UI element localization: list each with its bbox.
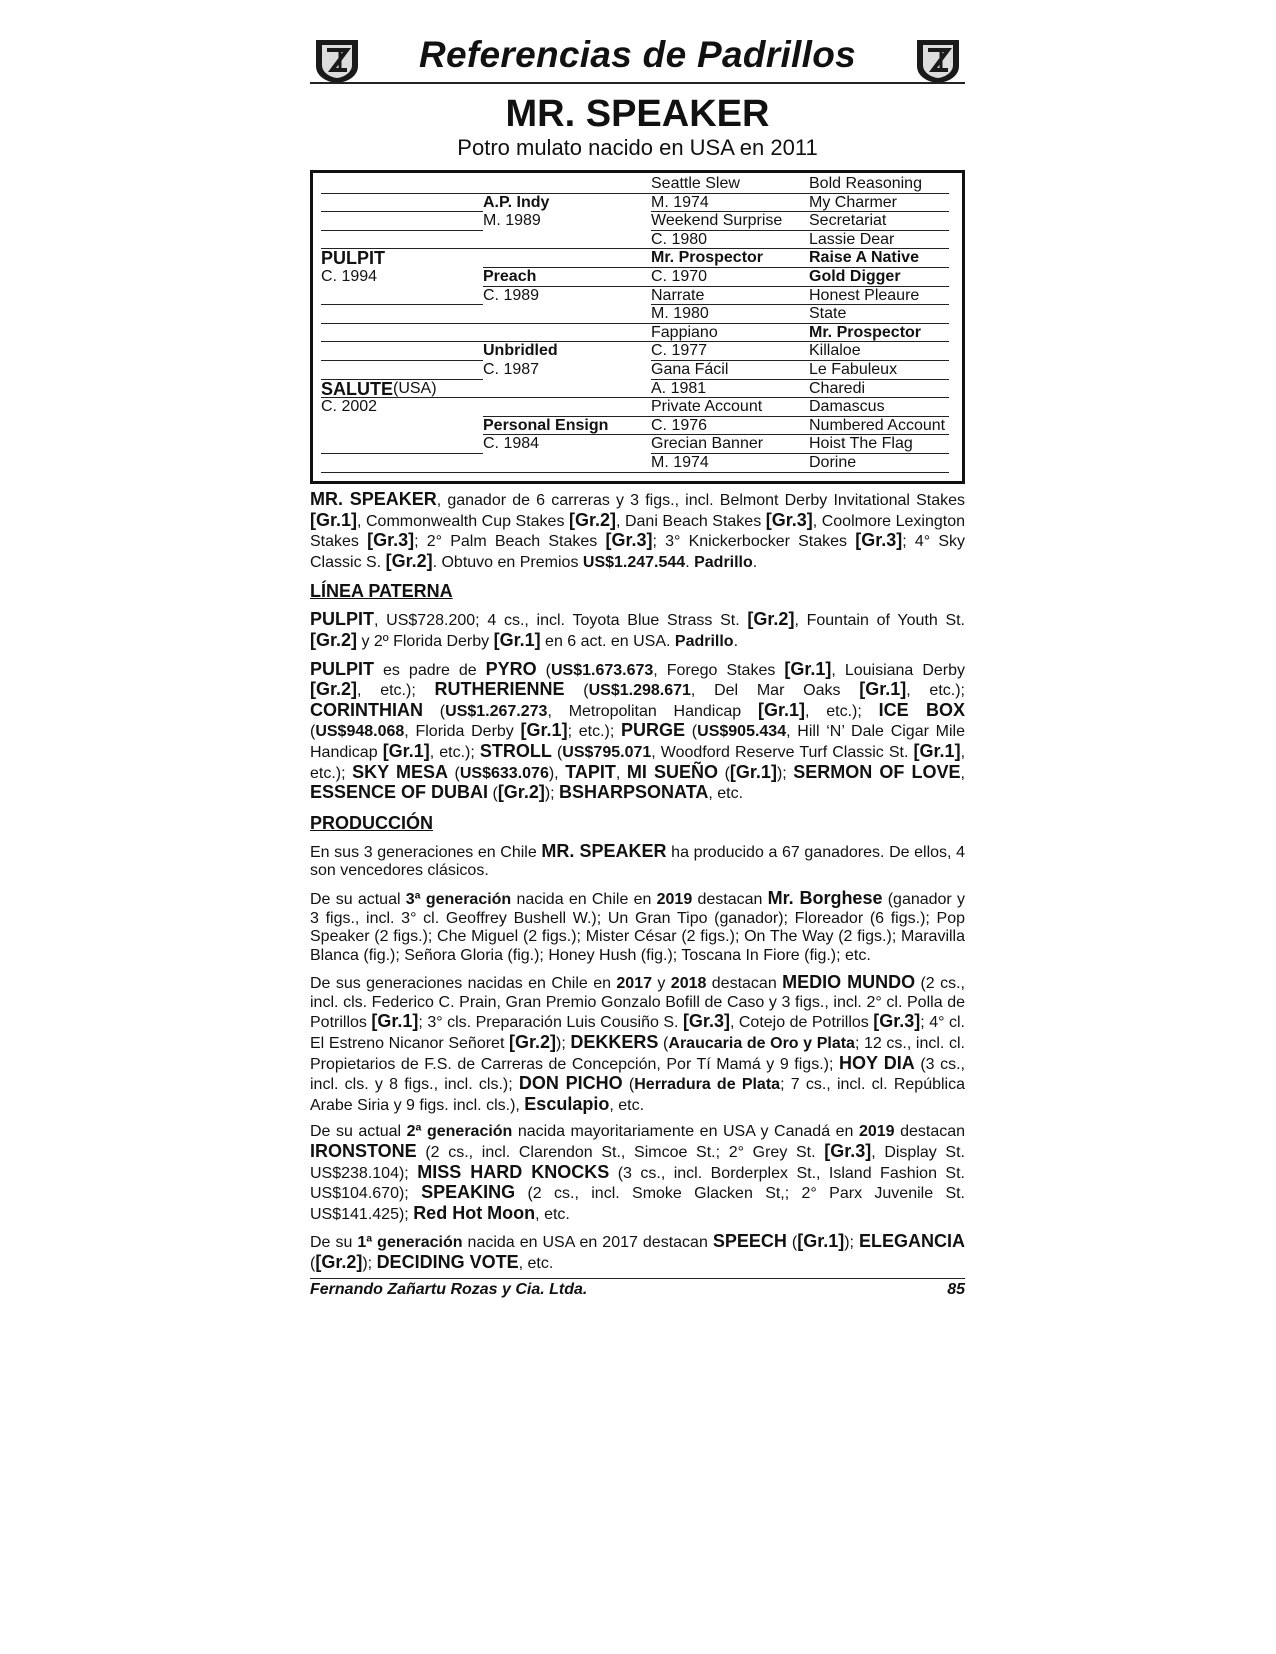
text-run: De su	[310, 1234, 358, 1252]
produccion-paragraph-5	[310, 1232, 965, 1273]
text-run: , US$728.200; 4 cs., incl. Toyota Blue Strass St.	[374, 612, 748, 630]
pedigree-cell: Private Account	[651, 398, 763, 416]
text-run: , etc.	[708, 785, 744, 803]
linea-paragraph-1	[310, 610, 965, 651]
text-run: , Dani Beach Stakes	[616, 512, 766, 530]
grade-badge: [Gr.2]	[385, 550, 433, 571]
text-run: );	[556, 1035, 571, 1053]
horse-name-ref: MISS HARD KNOCKS	[417, 1161, 610, 1182]
pedigree-cell: Le Fabuleux	[809, 361, 898, 378]
horse-name-ref: SPEAKING	[421, 1182, 516, 1203]
grade-badge: [Gr.1]	[859, 679, 907, 700]
text-run: (	[423, 702, 446, 720]
text-run: .	[685, 553, 695, 571]
pedigree-row	[321, 249, 952, 268]
pedigree-row	[321, 435, 952, 454]
text-run: , etc.	[518, 1255, 554, 1272]
pedigree-cell: State	[809, 305, 847, 323]
bold-text: US$795.071	[562, 743, 652, 761]
text-run: , Commonwealth Cup Stakes	[357, 512, 569, 530]
grade-badge: [Gr.2]	[509, 1032, 557, 1053]
grade-badge: [Gr.1]	[493, 629, 541, 650]
text-run: De su actual	[310, 890, 406, 908]
pedigree-cell: Mr. Prospector	[809, 323, 922, 341]
pedigree-cell: Lassie Dear	[809, 230, 895, 248]
text-run: , Hill ‘N’ Dale Cigar Mile Handicap	[310, 723, 966, 761]
text-run: , etc.);	[310, 743, 966, 782]
bold-text: US$1.298.671	[588, 682, 691, 700]
text-run: (	[658, 1035, 669, 1053]
bold-text: 2018	[670, 975, 707, 993]
text-run: , etc.	[535, 1205, 570, 1223]
text-run: ; 12 cs., incl. cl. Propietarios de F.S. de Carreras de Concepción, Por Tí Mamá y 9 figs.);	[310, 1035, 965, 1073]
text-run: (	[564, 682, 589, 700]
horse-name-ref: SKY MESA	[352, 761, 448, 782]
grade-badge: [Gr.1]	[520, 720, 568, 741]
pedigree-row	[321, 361, 952, 380]
grade-badge: [Gr.1]	[310, 509, 358, 530]
text-run: , Forego Stakes	[653, 661, 785, 679]
produccion-paragraph-3	[310, 973, 965, 1115]
pedigree-cell: Narrate	[651, 286, 705, 304]
pedigree-cell: C. 1984	[483, 435, 540, 453]
pedigree-cell: My Charmer	[809, 193, 898, 211]
bold-text: US$948.068	[315, 723, 405, 741]
text-run: ha producido a 67 ganadores. De ellos, 4 son vencedores clásicos.	[310, 843, 965, 880]
grade-badge: [Gr.1]	[729, 761, 777, 782]
section-heading-linea-paterna: LÍNEA PATERNA	[310, 581, 453, 602]
text-run: (2 cs., incl. Clarendon St., Simcoe St.; 2° Grey St.	[416, 1144, 825, 1162]
pedigree-cell: Gana Fácil	[651, 361, 729, 378]
text-run: De sus generaciones nacidas en Chile en	[310, 975, 617, 993]
pedigree-row	[321, 417, 952, 436]
text-run: ,	[615, 764, 627, 782]
text-run: (	[310, 723, 316, 741]
pedigree-row	[321, 324, 952, 343]
text-run: (	[622, 1076, 635, 1094]
text-run: ; 4° cl. El Estreno Nicanor Señoret	[310, 1014, 965, 1053]
bold-text: 2017	[616, 975, 652, 993]
linea-paragraph-2	[310, 660, 965, 804]
text-run: y	[652, 975, 671, 993]
section-heading-produccion: PRODUCCIÓN	[310, 812, 434, 833]
pedigree-cell: Raise A Native	[809, 249, 919, 267]
horse-name-ref: Mr. Borghese	[767, 887, 883, 908]
pedigree-cell: C. 1977	[651, 342, 708, 360]
bold-text: 2019	[858, 1123, 895, 1141]
horse-subtitle: Potro mulato nacido en USA en 2011	[457, 135, 818, 160]
pedigree-row	[321, 398, 952, 417]
pedigree-cell: Secretariat	[809, 212, 887, 230]
pedigree-cell: Mr. Prospector	[651, 249, 764, 267]
footer-divider	[310, 1278, 965, 1279]
produccion-paragraph-2	[310, 889, 965, 965]
pedigree-cell: M. 1974	[651, 193, 709, 211]
text-run: , Louisiana Derby	[831, 661, 965, 679]
bold-text: US$905.434	[697, 723, 787, 741]
text-run: ; 4° Sky Classic S.	[310, 533, 965, 571]
text-run: destacan	[692, 890, 768, 908]
text-run: .	[752, 553, 758, 571]
pedigree-cell: PULPIT	[321, 248, 386, 269]
pedigree-cell: Killaloe	[809, 342, 861, 360]
horse-name-ref: ELEGANCIA	[859, 1231, 966, 1252]
pedigree-cell: Unbridled	[483, 342, 558, 360]
pedigree-country-suffix: (USA)	[393, 379, 437, 397]
horse-name-ref: MR. SPEAKER	[310, 489, 437, 509]
horse-name-ref: Esculapio	[524, 1093, 610, 1114]
pedigree-row	[321, 175, 952, 194]
text-run: (ganador y 3 figs., incl. 3° cl. Geoffrey Bushell W.); Un Gran Tipo (ganador); Floreador (6 figs.); Pop Speaker (2 figs.); Che Miguel (2 figs.); Mister César (2 figs.); On The Way (2 figs.); Maravilla Blanca (fig.); Señora Gloria (fig.); Honey Hush (fig.); Toscana In Fiore (fig.); etc.	[310, 890, 965, 964]
horse-name: MR. SPEAKER	[505, 93, 770, 135]
bold-text: US$633.076	[459, 764, 549, 782]
text-run: destacan	[894, 1123, 966, 1141]
horse-name-ref: STROLL	[479, 740, 552, 761]
grade-badge: [Gr.3]	[855, 530, 903, 551]
text-run: );	[362, 1255, 377, 1272]
horse-name-ref: PULPIT	[310, 658, 375, 679]
text-run: ; 3° cls. Preparación Luis Cousiño S.	[418, 1014, 683, 1032]
text-run: ),	[548, 764, 566, 782]
bold-text: Herradura de Plata	[634, 1076, 781, 1094]
text-run: , etc.	[609, 1096, 645, 1114]
grade-badge: [Gr.1]	[913, 740, 961, 761]
grade-badge: [Gr.1]	[371, 1011, 419, 1032]
text-run: nacida en USA en 2017 destacan	[462, 1234, 713, 1252]
grade-badge: [Gr.1]	[757, 699, 805, 720]
bold-text: Padrillo	[674, 632, 734, 650]
pedigree-cell: A.P. Indy	[483, 193, 550, 211]
pedigree-cell: C. 1989	[483, 286, 540, 304]
horse-name-ref: DON PICHO	[518, 1073, 623, 1094]
text-run: ; 2° Palm Beach Stakes	[414, 533, 606, 551]
pedigree-cell: Honest Pleaure	[809, 286, 920, 304]
pedigree-row	[321, 194, 952, 213]
text-run: (	[536, 661, 551, 679]
pedigree-rule	[321, 472, 651, 473]
text-run: , Metropolitan Handicap	[547, 702, 758, 720]
text-run: destacan	[706, 975, 783, 993]
horse-name-ref: CORINTHIAN	[310, 699, 423, 720]
grade-badge: [Gr.3]	[682, 1011, 730, 1032]
text-run: , etc.);	[429, 743, 480, 761]
horse-name-ref: SERMON OF LOVE	[793, 761, 961, 782]
intro-paragraph	[310, 490, 965, 572]
bold-text: Padrillo	[694, 553, 753, 571]
pedigree-cell: Fappiano	[651, 323, 718, 341]
pedigree-cell: Damascus	[809, 398, 885, 416]
pedigree-row	[321, 212, 952, 231]
bold-text: US$1.673.673	[550, 661, 654, 679]
pedigree-cell: A. 1981	[651, 379, 707, 397]
horse-name-ref: Red Hot Moon	[413, 1202, 536, 1223]
pedigree-cell: C. 1976	[651, 416, 708, 434]
text-run: , Florida Derby	[404, 723, 521, 741]
pedigree-cell: C. 1970	[651, 268, 708, 285]
text-run: ; 7 cs., incl. cl. República Arabe Siria y 9 figs. incl. cls.),	[310, 1076, 965, 1114]
text-run: , etc.);	[357, 682, 435, 700]
text-run: (	[310, 1255, 316, 1272]
grade-badge: [Gr.3]	[367, 530, 415, 551]
text-run: nacida mayoritariamente en USA y Canadá en	[512, 1123, 859, 1141]
pedigree-cell: M. 1989	[483, 212, 541, 230]
pedigree-table	[310, 170, 965, 484]
text-run: en 6 act. en USA.	[540, 632, 675, 650]
grade-badge: [Gr.1]	[797, 1231, 845, 1252]
text-run: De su actual	[310, 1123, 407, 1141]
bold-text: 1ª generación	[357, 1234, 463, 1252]
page-number: 85	[947, 1280, 965, 1298]
text-run: , Coolmore Lexington Stakes	[310, 512, 965, 551]
produccion-paragraph-4	[310, 1123, 965, 1224]
text-run: ; 3° Knickerbocker Stakes	[652, 533, 856, 551]
pedigree-cell: Hoist The Flag	[809, 435, 913, 453]
horse-name-ref: TAPIT	[565, 761, 616, 782]
horse-name-ref: BSHARPSONATA	[559, 782, 709, 803]
horse-name-ref: HOY DIA	[838, 1052, 915, 1073]
pedigree-cell: Bold Reasoning	[809, 175, 922, 192]
text-run: );	[776, 764, 794, 782]
horse-name-ref: PYRO	[485, 658, 537, 679]
pedigree-cell: C. 2002	[321, 398, 378, 416]
grade-badge: [Gr.2]	[747, 609, 795, 630]
text-run: . Obtuvo en Premios	[432, 553, 583, 571]
text-run: , Display St. US$238.104);	[310, 1144, 965, 1182]
pedigree-cell: Preach	[483, 268, 537, 285]
text-run: , etc.);	[906, 682, 965, 700]
pedigree-cell: SALUTE	[321, 378, 393, 399]
bold-text: US$1.267.273	[445, 702, 548, 720]
text-run: , Woodford Reserve Turf Classic St.	[651, 743, 914, 761]
bold-text: 2ª generación	[406, 1123, 513, 1141]
pedigree-cell: Seattle Slew	[651, 175, 740, 192]
horse-name-ref: RUTHERIENNE	[434, 679, 565, 700]
text-run: .	[733, 632, 739, 650]
text-run: (	[551, 743, 563, 761]
pedigree-cell: Numbered Account	[809, 416, 946, 434]
pedigree-row	[321, 305, 952, 324]
bold-text: Araucaria de Oro y Plata	[668, 1035, 855, 1053]
footer-publisher: Fernando Zañartu Rozas y Cia. Ltda.	[310, 1280, 588, 1298]
page	[310, 30, 965, 1299]
header-divider	[310, 82, 965, 84]
horse-name-ref: SPEECH	[712, 1231, 787, 1252]
text-run: , Del Mar Oaks	[690, 682, 860, 700]
horse-name-ref: PURGE	[621, 720, 686, 741]
grade-badge: [Gr.3]	[824, 1141, 872, 1162]
grade-badge: [Gr.2]	[497, 782, 545, 803]
grade-badge: [Gr.1]	[784, 658, 832, 679]
grade-badge: [Gr.3]	[605, 530, 653, 551]
text-run: (	[447, 764, 460, 782]
grade-badge: [Gr.3]	[873, 1011, 921, 1032]
horse-name-ref: MI SUEÑO	[626, 761, 719, 782]
horse-name-ref: DECIDING VOTE	[376, 1252, 519, 1272]
text-run: (3 cs., incl. cls. y 8 figs., incl. cls.);	[310, 1055, 966, 1094]
text-run: );	[844, 1234, 859, 1252]
pedigree-row	[321, 231, 952, 250]
pedigree-row	[321, 342, 952, 361]
text-run: , Cotejo de Potrillos	[729, 1014, 874, 1032]
pedigree-cell: Grecian Banner	[651, 435, 764, 453]
page-title: Referencias de Padrillos	[419, 34, 856, 75]
pedigree-cell: Dorine	[809, 454, 857, 471]
pedigree-row	[321, 454, 952, 473]
text-run: es padre de	[374, 661, 486, 679]
horse-name-ref: IRONSTONE	[310, 1141, 417, 1162]
pedigree-cell: Charedi	[809, 379, 866, 397]
bold-text: US$1.247.544	[582, 553, 686, 571]
horse-name-ref: DEKKERS	[570, 1032, 659, 1053]
text-run: En sus 3 generaciones en Chile	[310, 843, 542, 861]
text-run: nacida en Chile en	[511, 890, 657, 908]
grade-badge: [Gr.2]	[310, 679, 358, 700]
grade-badge: [Gr.3]	[765, 509, 813, 530]
bold-text: 3ª generación	[405, 890, 512, 908]
text-run: ,	[960, 764, 965, 782]
page-footer	[310, 1281, 965, 1299]
text-run: (2 cs., incl. cls. Federico C. Prain, Gran Premio Gonzalo Bofill de Caso y 3 figs., incl. 2° cl. Polla de Potrillos	[310, 975, 965, 1032]
grade-badge: [Gr.1]	[382, 740, 430, 761]
text-run: ; etc.);	[567, 723, 622, 741]
grade-badge: [Gr.2]	[310, 629, 358, 650]
text-run: , ganador de 6 carreras y 3 figs., incl. Belmont Derby Invitational Stakes	[436, 492, 966, 509]
text-run: (2 cs., incl. Smoke Glacken St,; 2° Parx Juvenile St. US$141.425);	[310, 1185, 965, 1223]
horse-name-ref: MEDIO MUNDO	[782, 972, 916, 993]
pedigree-row	[321, 287, 952, 306]
text-run: );	[544, 785, 560, 803]
zr-logo-icon	[915, 36, 961, 84]
text-run: (	[786, 1234, 798, 1252]
horse-name-ref: MR. SPEAKER	[541, 840, 667, 861]
pedigree-cell: C. 1980	[651, 230, 708, 248]
text-run: , Fountain of Youth St.	[794, 612, 966, 630]
pedigree-cell: Weekend Surprise	[651, 212, 783, 230]
page-header	[310, 30, 965, 84]
text-run: (3 cs., incl. Borderplex St., Island Fashion St. US$104.670);	[310, 1164, 965, 1203]
bold-text: 2019	[656, 890, 693, 908]
horse-name-ref: ESSENCE OF DUBAI	[310, 782, 489, 803]
text-run: (	[488, 785, 498, 803]
grade-badge: [Gr.2]	[315, 1252, 363, 1272]
text-run: (	[718, 764, 730, 782]
pedigree-row	[321, 380, 952, 399]
horse-name-ref: PULPIT	[310, 609, 375, 630]
grade-badge: [Gr.2]	[568, 509, 616, 530]
produccion-paragraph-1	[310, 842, 965, 881]
text-run: , etc.);	[804, 702, 879, 720]
pedigree-cell: Gold Digger	[809, 268, 901, 285]
pedigree-cell: C. 1994	[321, 268, 378, 285]
pedigree-row	[321, 268, 952, 287]
text-run: (	[685, 723, 698, 741]
horse-name-ref: ICE BOX	[878, 699, 965, 720]
pedigree-cell: M. 1974	[651, 454, 709, 471]
pedigree-cell: Personal Ensign	[483, 416, 609, 434]
text-run: y 2º Florida Derby	[357, 632, 494, 650]
pedigree-cell: C. 1987	[483, 361, 540, 378]
pedigree-cell: M. 1980	[651, 305, 709, 323]
